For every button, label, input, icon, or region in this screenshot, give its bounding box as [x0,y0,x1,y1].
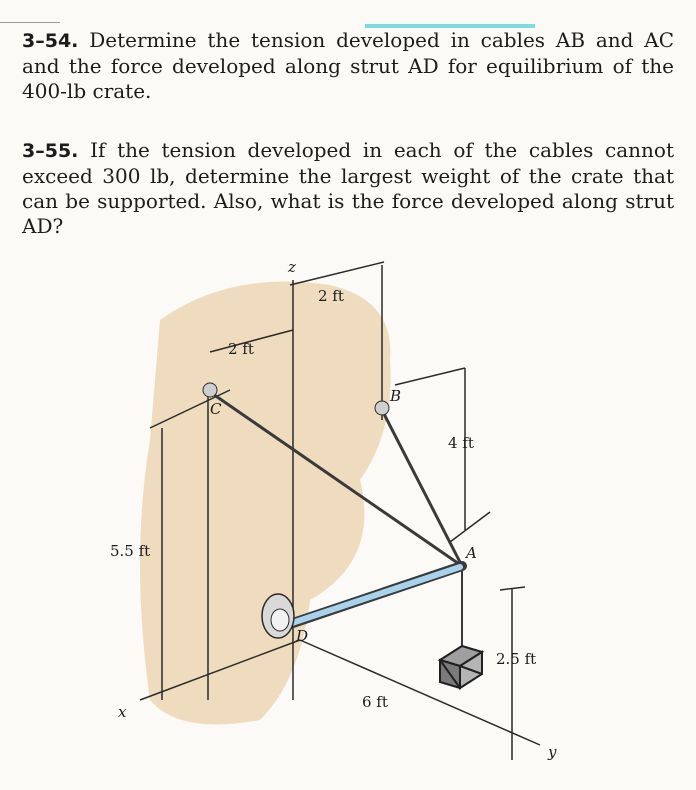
problem-number: 3–54. [22,30,79,52]
crate [440,646,482,688]
wall-shading [140,282,391,725]
anchor-c [203,383,217,397]
dimension-2ft-left: 2 ft [228,340,254,358]
joint-d-ball [271,609,289,631]
problem-number: 3–55. [22,140,79,162]
problem-text: Determine the tension developed in cables AB and AC and the force developed along strut AD for equilibrium of the 400-lb crate. [22,28,674,103]
axis-x-label: x [118,703,127,721]
problem-3-55 [22,138,674,239]
point-a-label: A [466,544,477,562]
dimension-2-5ft: 2.5 ft [496,650,537,668]
dimension-6ft: 6 ft [362,693,388,711]
point-d-label: D [296,627,309,645]
scan-edge-line [0,22,60,23]
anchor-b [375,401,389,415]
point-b-label: B [390,387,402,405]
problem-3-54 [22,28,674,104]
dimension-5-5ft: 5.5 ft [110,542,151,560]
dimension-2ft-top: 2 ft [318,287,344,305]
strut-cable-figure [0,248,696,788]
axis-y-label: y [548,743,557,761]
axis-z-label: z [288,258,296,276]
problem-text: If the tension developed in each of the cables cannot exceed 300 lb, determine the largest weight of the crate that can be supported. Also, what is the force developed along strut AD? [22,138,674,238]
dimension-4ft: 4 ft [448,434,474,452]
point-c-label: C [210,400,222,418]
